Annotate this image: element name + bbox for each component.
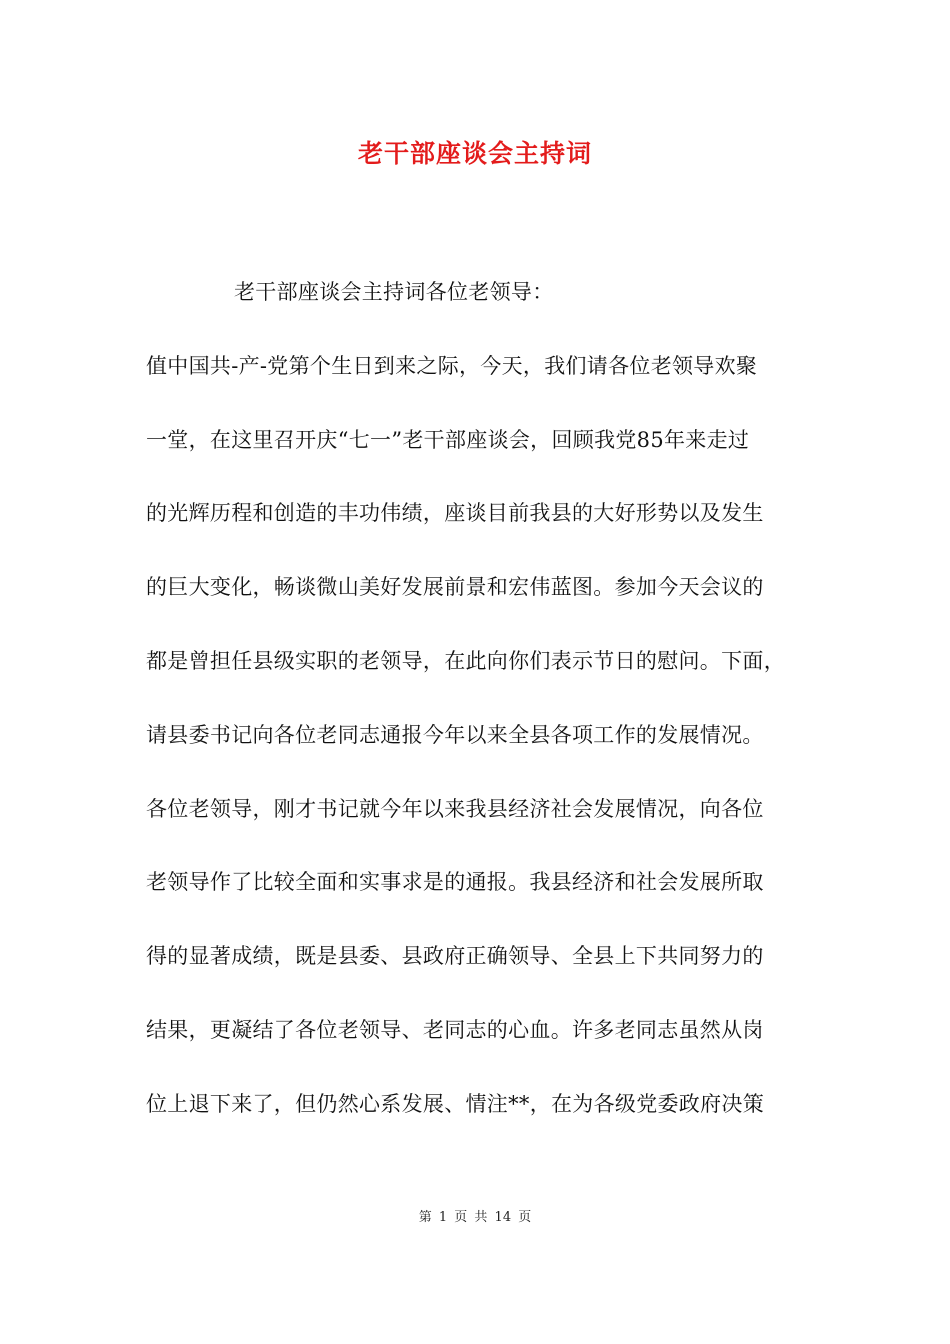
body-line: 老干部座谈会主持词各位老领导： — [234, 280, 554, 304]
document-body — [146, 276, 826, 1162]
body-line: 的光辉历程和创造的丰功伟绩，座谈目前我县的大好形势以及发生 — [146, 501, 764, 526]
body-line: 得的显著成绩，既是县委、县政府正确领导、全县上下共同努力的 — [146, 944, 764, 969]
body-line: 位上退下来了，但仍然心系发展、情注**，在为各级党委政府决策 — [146, 1091, 764, 1116]
body-line: 老领导作了比较全面和实事求是的通报。我县经济和社会发展所取 — [146, 870, 764, 895]
body-line: 一堂，在这里召开庆“七一”老干部座谈会，回顾我党85年来走过 — [146, 427, 750, 452]
body-line: 各位老领导，刚才书记就今年以来我县经济社会发展情况，向各位 — [146, 796, 764, 821]
document-title: 老干部座谈会主持词 — [357, 139, 592, 168]
body-line: 值中国共-产-党第个生日到来之际，今天，我们请各位老领导欢聚 — [146, 353, 758, 378]
page-footer: 第 1 页 共 14 页 — [418, 1210, 532, 1225]
body-line: 的巨大变化，畅谈微山美好发展前景和宏伟蓝图。参加今天会议的 — [146, 575, 764, 600]
body-line: 结果，更凝结了各位老领导、老同志的心血。许多老同志虽然从岗 — [146, 1017, 764, 1042]
body-line: 都是曾担任县级实职的老领导，在此向你们表示节日的慰问。下面， — [146, 648, 785, 673]
body-line: 请县委书记向各位老同志通报今年以来全县各项工作的发展情况。 — [146, 722, 764, 747]
